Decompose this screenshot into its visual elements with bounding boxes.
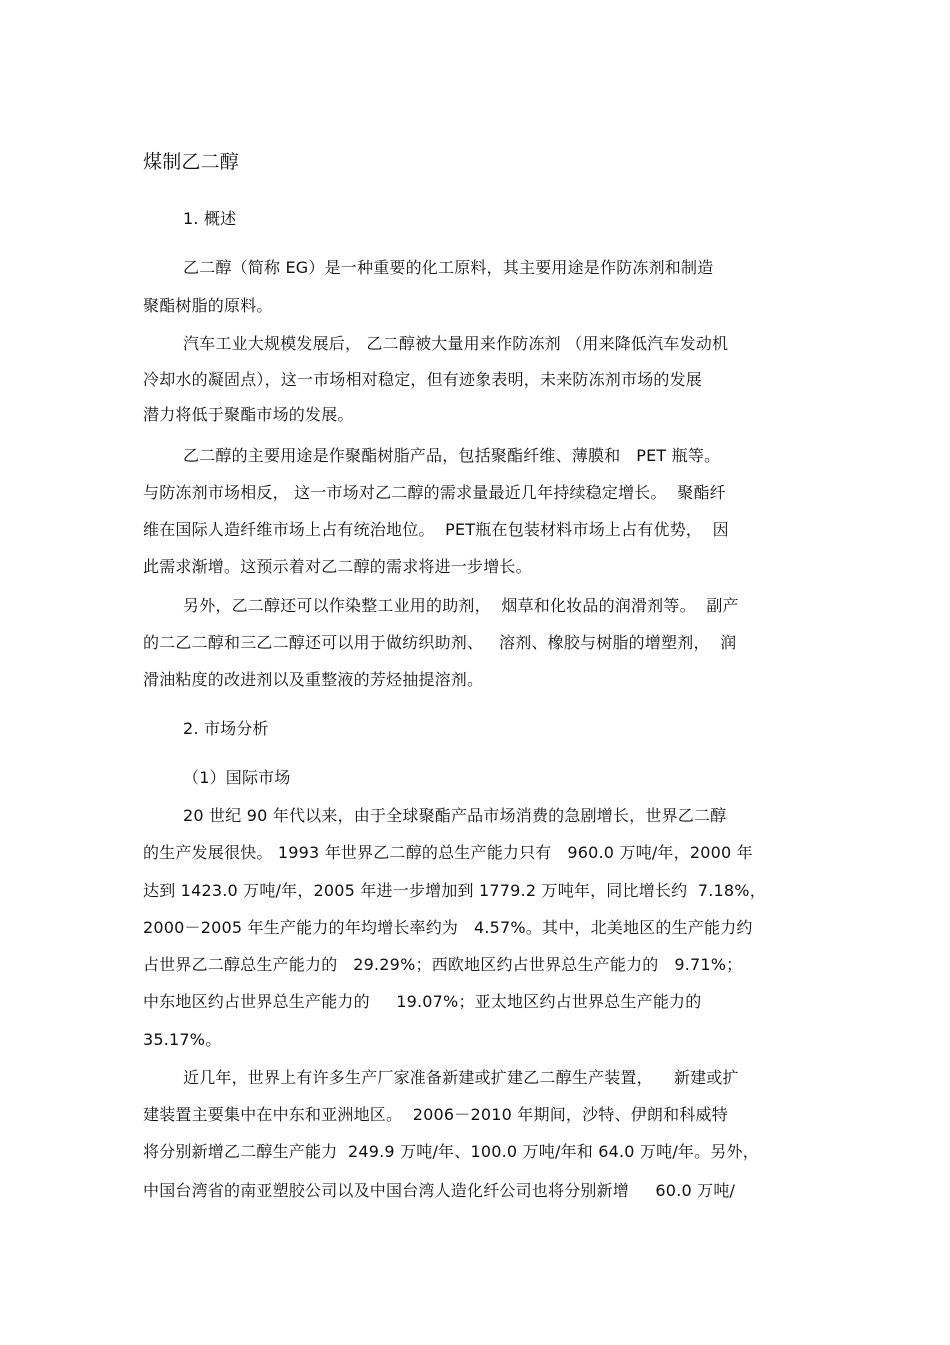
section-heading-market: 2. 市场分析 bbox=[183, 719, 269, 738]
paragraph-line: 将分别新增乙二醇生产能力 249.9 万吨/年、100.0 万吨/年和 64.0 万吨/年。另外， bbox=[143, 1142, 759, 1161]
paragraph-line: 达到 1423.0 万吨/年，2005 年进一步增加到 1779.2 万吨年，同比增长约 7.18%， bbox=[143, 881, 766, 900]
paragraph-line: 35.17%。 bbox=[143, 1030, 222, 1049]
paragraph-line: 乙二醇的主要用途是作聚酯树脂产品，包括聚酯纤维、薄膜和 PET 瓶等。 bbox=[183, 446, 721, 465]
paragraph-line: 中国台湾省的南亚塑胶公司以及中国台湾人造化纤公司也将分别新增 60.0 万吨/ bbox=[143, 1181, 736, 1200]
paragraph-line: 占世界乙二醇总生产能力的 29.29%；西欧地区约占世界总生产能力的 9.71%； bbox=[143, 955, 743, 974]
paragraph-line: 维在国际人造纤维市场上占有统治地位。 PET瓶在包装材料市场上占有优势， 因 bbox=[143, 520, 729, 539]
paragraph-line: 的二乙二醇和三乙二醇还可以用于做纺织助剂、 溶剂、橡胶与树脂的增塑剂， 润 bbox=[143, 633, 737, 652]
paragraph-line: 另外，乙二醇还可以作染整工业用的助剂， 烟草和化妆品的润滑剂等。 副产 bbox=[183, 596, 739, 615]
paragraph-line: 聚酯树脂的原料。 bbox=[143, 296, 273, 315]
paragraph-line: 建装置主要集中在中东和亚洲地区。 2006－2010 年期间，沙特、伊朗和科威特 bbox=[143, 1105, 728, 1124]
paragraph-line: 与防冻剂市场相反， 这一市场对乙二醇的需求量最近几年持续稳定增长。 聚酯纤 bbox=[143, 483, 726, 502]
paragraph-line: 中东地区约占世界总生产能力的 19.07%；亚太地区约占世界总生产能力的 bbox=[143, 992, 702, 1011]
paragraph-line: 汽车工业大规模发展后， 乙二醇被大量用来作防冻剂 （用来降低汽车发动机 bbox=[183, 334, 729, 353]
paragraph-line: 冷却水的凝固点），这一市场相对稳定，但有迹象表明，未来防冻剂市场的发展 bbox=[143, 370, 703, 389]
paragraph-line: 潜力将低于聚酯市场的发展。 bbox=[143, 405, 354, 424]
paragraph-line: 此需求渐增。这预示着对乙二醇的需求将进一步增长。 bbox=[143, 557, 532, 576]
subsection-heading-international: （1）国际市场 bbox=[183, 768, 291, 787]
paragraph-line: 近几年，世界上有许多生产厂家准备新建或扩建乙二醇生产装置， 新建或扩 bbox=[183, 1068, 739, 1087]
paragraph-line: 的生产发展很快。 1993 年世界乙二醇的总生产能力只有 960.0 万吨/年，2000 年 bbox=[143, 843, 753, 862]
section-heading-overview: 1. 概述 bbox=[183, 209, 237, 228]
paragraph-line: 乙二醇（简称 EG）是一种重要的化工原料，其主要用途是作防冻剂和制造 bbox=[183, 258, 714, 277]
document-title: 煤制乙二醇 bbox=[143, 151, 240, 173]
paragraph-line: 2000－2005 年生产能力的年均增长率约为 4.57%。其中，北美地区的生产能力约 bbox=[143, 918, 753, 937]
paragraph-line: 滑油粘度的改进剂以及重整液的芳烃抽提溶剂。 bbox=[143, 670, 484, 689]
paragraph-line: 20 世纪 90 年代以来，由于全球聚酯产品市场消费的急剧增长，世界乙二醇 bbox=[183, 806, 727, 825]
